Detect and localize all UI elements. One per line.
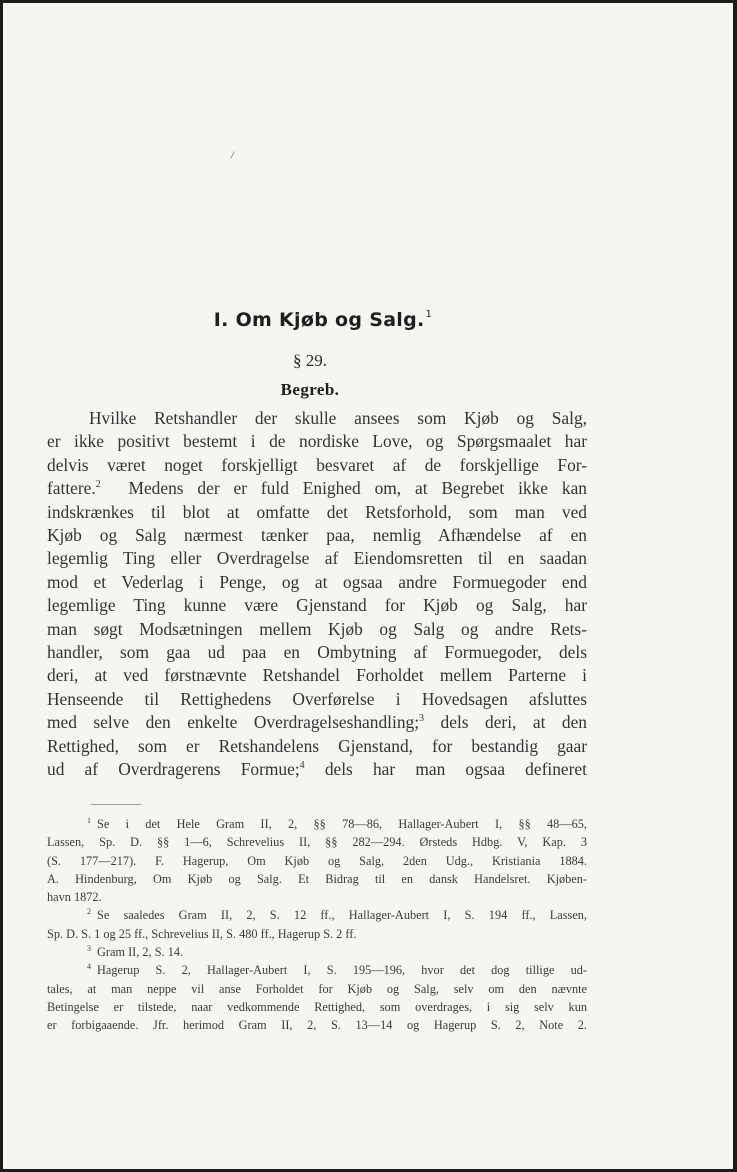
footnote-mark-4: 4 — [87, 962, 91, 972]
footnote-4-line: er forbigaaende. Jfr. herimod Gram II, 2, S. 13—14 og Hagerup S. 2, Note 2. — [47, 1018, 587, 1033]
footnote-ref-4: 4 — [299, 760, 305, 772]
body-line-segment: med selve den enkelte Overdragelseshandling; — [47, 712, 420, 733]
body-line: handler, som gaa ud paa en Ombytning af Formuegoder, dels — [47, 642, 587, 663]
footnote-4-line — [47, 961, 587, 979]
footnote-ref-2: 2 — [95, 479, 101, 491]
footnote-3-line — [47, 943, 587, 961]
footnote-text: Gram II, 2, S. 14. — [97, 945, 184, 960]
footnote-1-line: Lassen, Sp. D. §§ 1—6, Schrevelius II, §§ 282—294. Ørsteds Hdbg. V, Kap. 3 — [47, 835, 587, 850]
footnote-text: Se i det Hele Gram II, 2, §§ 78—86, Hallager-Aubert I, §§ 48—65, — [97, 817, 587, 831]
footnote-4-line: tales, at man neppe vil anse Forholdet for Kjøb og Salg, selv om den nævnte — [47, 981, 587, 996]
footnote-1-line: A. Hindenburg, Om Kjøb og Salg. Et Bidrag til en dansk Handelsret. Kjøben- — [47, 871, 587, 886]
section-number: § 29. — [293, 351, 327, 370]
body-line: man søgt Modsætningen mellem Kjøb og Salg og andre Rets- — [47, 618, 587, 639]
body-line-segment: fattere. — [47, 478, 96, 499]
body-line — [47, 758, 587, 781]
body-line-segment: ud af Overdragerens Formue; — [47, 759, 300, 780]
body-line: er ikke positivt bestemt i de nordiske Love, og Spørgsmaalet har — [47, 431, 587, 452]
footnote-ref-3: 3 — [419, 713, 425, 725]
footnote-ref-1: 1 — [425, 309, 433, 320]
body-line: Hvilke Retshandler der skulle ansees som Kjøb og Salg, — [89, 408, 587, 428]
body-line — [47, 477, 587, 500]
footnote-text: Se saaledes Gram II, 2, S. 12 ff., Hallager-Aubert I, S. 194 ff., Lassen, — [97, 908, 587, 923]
footnote-2-line: Sp. D. S. 1 og 25 ff., Schrevelius II, S. 480 ff., Hagerup S. 2 ff. — [47, 926, 357, 941]
body-line: indskrænkes til blot at omfatte det Retsforhold, som man ved — [47, 501, 587, 522]
book-page — [3, 3, 733, 1169]
body-line: Henseende til Rettighedens Overførelse i Hovedsagen afsluttes — [47, 688, 587, 709]
body-line-segment: dels deri, at den — [440, 712, 588, 733]
body-line: delvis været noget forskjelligt besvaret af de forskjellige For- — [47, 454, 587, 475]
footnote-2-line — [47, 906, 587, 924]
body-line — [47, 711, 587, 734]
chapter-title — [3, 309, 643, 331]
footnote-mark-3: 3 — [87, 944, 91, 954]
chapter-title-text: I. Om Kjøb og Salg. — [213, 309, 425, 331]
body-line: Rettighed, som er Retshandelens Gjenstand, for bestandig gaar — [47, 735, 587, 756]
footnote-mark-1: 1 — [87, 816, 91, 825]
body-line: deri, at ved førstnævnte Retshandel Forholdet mellem Parterne i — [47, 665, 587, 686]
footnote-1-line — [47, 815, 587, 833]
section-heading: Begreb. — [280, 380, 340, 399]
footnote-mark-2: 2 — [87, 907, 91, 917]
footnotes — [47, 815, 587, 1035]
body-line-segment: dels har man ogsaa defineret — [324, 759, 587, 780]
body-line: Kjøb og Salg nærmest tænker paa, nemlig Afhændelse af en — [47, 525, 587, 546]
footnote-text: Hagerup S. 2, Hallager-Aubert I, S. 195—196, hvor det dog tillige ud- — [97, 963, 587, 978]
stray-mark — [230, 151, 235, 159]
footnote-divider — [91, 804, 141, 805]
footnote-4-line: Betingelse er tilstede, naar vedkommende Rettighed, som overdrages, i sig selv kun — [47, 999, 587, 1014]
footnote-1-line: (S. 177—217). F. Hagerup, Om Kjøb og Salg, 2den Udg., Kristiania 1884. — [47, 853, 587, 868]
body-paragraph — [47, 407, 587, 782]
body-line: legemlig Ting eller Overdragelse af Eiendomsretten til en saadan — [47, 548, 587, 569]
body-line-segment: Medens der er fuld Enighed om, at Begrebet ikke kan — [128, 478, 588, 499]
footnote-1-line: havn 1872. — [47, 890, 102, 905]
body-line: legemlige Ting kunne være Gjenstand for Kjøb og Salg, har — [47, 595, 587, 616]
body-line: mod et Vederlag i Penge, og at ogsaa andre Formuegoder end — [47, 571, 587, 592]
